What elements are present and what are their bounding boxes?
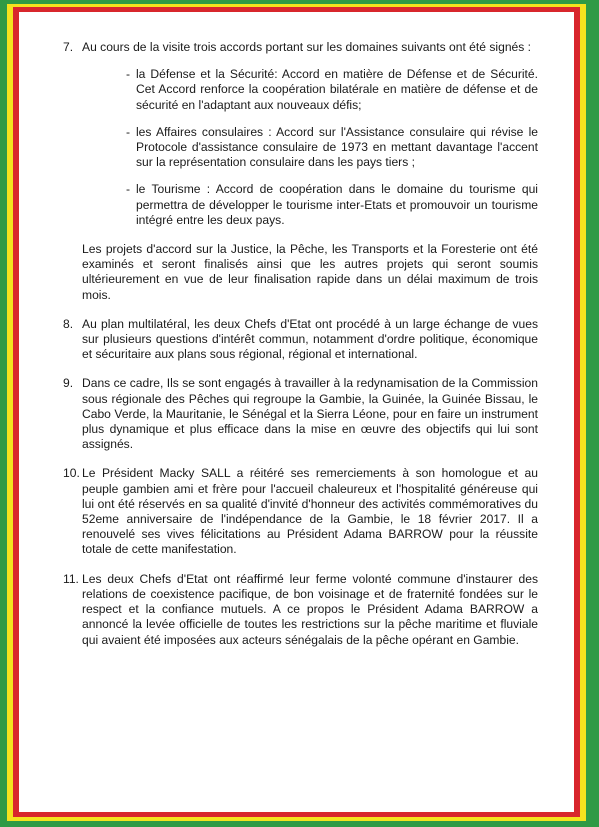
bullet-dash: - <box>126 124 131 139</box>
follow-paragraph: Les projets d'accord sur la Justice, la Pêche, les Transports et la Foresterie ont été examinés et seront finalisés ainsi que les autres projets qui seront soumis ultérieurement en vue de leur finalisation rapide dans un délai maximum de trois mois. <box>82 242 538 302</box>
border-green-bottom <box>0 821 599 827</box>
item-text: Les deux Chefs d'Etat ont réaffirmé leur ferme volonté commune d'instaurer des relations de coexistence pacifique, de bon voisinage et de fraternité fondées sur le respect et la confiance mutuels. A ce propos le Président Adama BARROW a annoncé la levée officielle de toutes les restrictions sur la pêche maritime et fluviale qui avaient été imposées aux acteurs sénégalais de la pêche opérant en Gambie. <box>82 571 538 647</box>
item-number: 9. <box>63 376 74 391</box>
subitem-text: les Affaires consulaires : Accord sur l'Assistance consulaire qui révise le Protocole d'assistance consulaire de 1973 en mettant davantage l'accent sur la représentation consulaire dans les pays tiers ; <box>136 124 538 170</box>
item-text: Au cours de la visite trois accords portant sur les domaines suivants ont été signés : <box>82 40 532 54</box>
border-red-top <box>13 7 580 12</box>
border-green-right <box>586 0 599 827</box>
subitem-text: la Défense et la Sécurité: Accord en matière de Défense et de Sécurité. Cet Accord renforce la coopération bilatérale en matière de défense et de sécurité en l'adaptant aux nouveaux défis; <box>136 67 538 112</box>
item-8 <box>63 317 538 363</box>
border-red-left <box>13 0 19 827</box>
subitem-consular <box>118 125 538 171</box>
item-9 <box>63 376 538 452</box>
item-7 <box>63 40 538 228</box>
item-text: Dans ce cadre, Ils se sont engagés à travailler à la redynamisation de la Commission sous régionale des Pêches qui regroupe la Gambie, la Guinée, la Guinée Bissau, le Cabo Verde, la Mauritanie, le Sénégal et la Sierra Léone, pour en faire un instrument plus dynamique et plus efficace dans la mise en œuvre des objectifs qui lui sont assignés. <box>82 376 538 452</box>
item-number: 11. <box>63 571 79 586</box>
item-11 <box>63 572 538 648</box>
document-body <box>63 40 538 662</box>
subitem-defense <box>118 67 538 113</box>
item-number: 8. <box>63 316 74 331</box>
subitem-tourism <box>118 182 538 228</box>
bullet-dash: - <box>126 67 131 82</box>
item-number: 7. <box>63 40 74 54</box>
subitem-text: le Tourisme : Accord de coopération dans le domaine du tourisme qui permettra de développer le tourisme inter-Etats et promouvoir un tourisme intégré entre les deux pays. <box>136 182 538 227</box>
item-text: Le Président Macky SALL a réitéré ses remerciements à son homologue et au peuple gambien ami et frère pour l'accueil chaleureux et l'hospitalité généreuse qui lui ont été réservés en sa qualité d'invité d'honneur des activités commémoratives du 52eme anniversaire de l'indépendance de la Gambie, le 18 février 2017. Il a renouvelé ses vives félicitations au Président Adama BARROW pour la réussite totale de cette manifestation. <box>82 466 538 557</box>
item-text: Au plan multilatéral, les deux Chefs d'Etat ont procédé à un large échange de vues sur plusieurs questions d'intérêt commun, notamment d'ordre politique, économique et sécuritaire aux plans sous régional, régional et international. <box>82 316 538 362</box>
bullet-dash: - <box>126 182 131 197</box>
border-green-left <box>0 0 7 827</box>
item-10 <box>63 466 538 557</box>
item-number: 10. <box>63 466 80 481</box>
